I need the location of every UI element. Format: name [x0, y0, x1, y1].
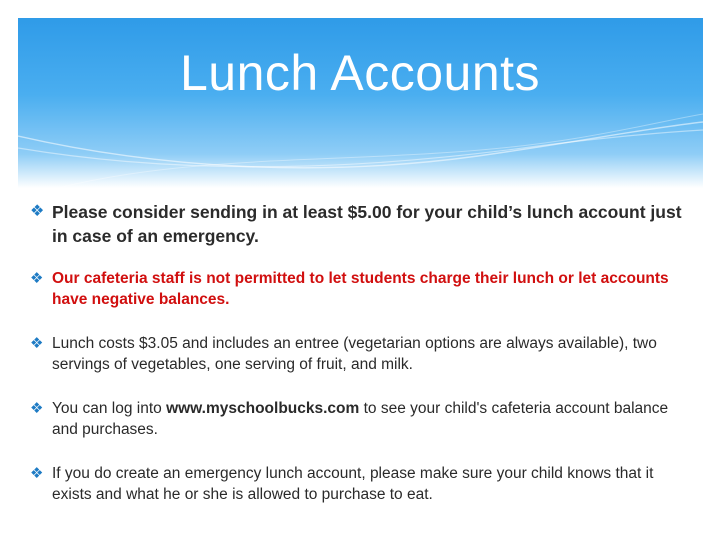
bullet-text: Lunch costs $3.05 and includes an entree (vegetarian options are always available), two servings of vegetables, one serving of fruit, and milk.	[52, 335, 657, 373]
diamond-bullet-icon: ❖	[30, 270, 44, 287]
bullet-text-warning: Our cafeteria staff is not permitted to let students charge their lunch or let accounts have negative balances.	[52, 270, 669, 308]
slide-title: Lunch Accounts	[179, 45, 541, 101]
diamond-bullet-icon: ❖	[30, 203, 45, 220]
bullet-item	[30, 200, 690, 248]
bullet-item	[30, 333, 690, 375]
myschoolbucks-link[interactable]: www.myschoolbucks.com	[166, 400, 360, 417]
bullet-item	[30, 398, 690, 440]
bullet-text: Please consider sending in at least $5.00 for your child’s lunch account just in case of an emergency.	[52, 202, 682, 246]
diamond-bullet-icon: ❖	[30, 400, 44, 417]
diamond-bullet-icon: ❖	[30, 465, 44, 482]
bullet-text-after-link: to see your child's cafeteria account balance and purchases.	[52, 400, 669, 438]
bullet-text	[52, 398, 690, 440]
bullet-text: If you do create an emergency lunch account, please make sure your child knows that it exists and what he or she is allowed to purchase to eat.	[52, 465, 654, 503]
diamond-bullet-icon: ❖	[30, 335, 44, 352]
bullet-item	[30, 268, 690, 310]
bullet-text-before-link: You can log into	[52, 400, 167, 417]
bullet-item	[30, 463, 690, 505]
